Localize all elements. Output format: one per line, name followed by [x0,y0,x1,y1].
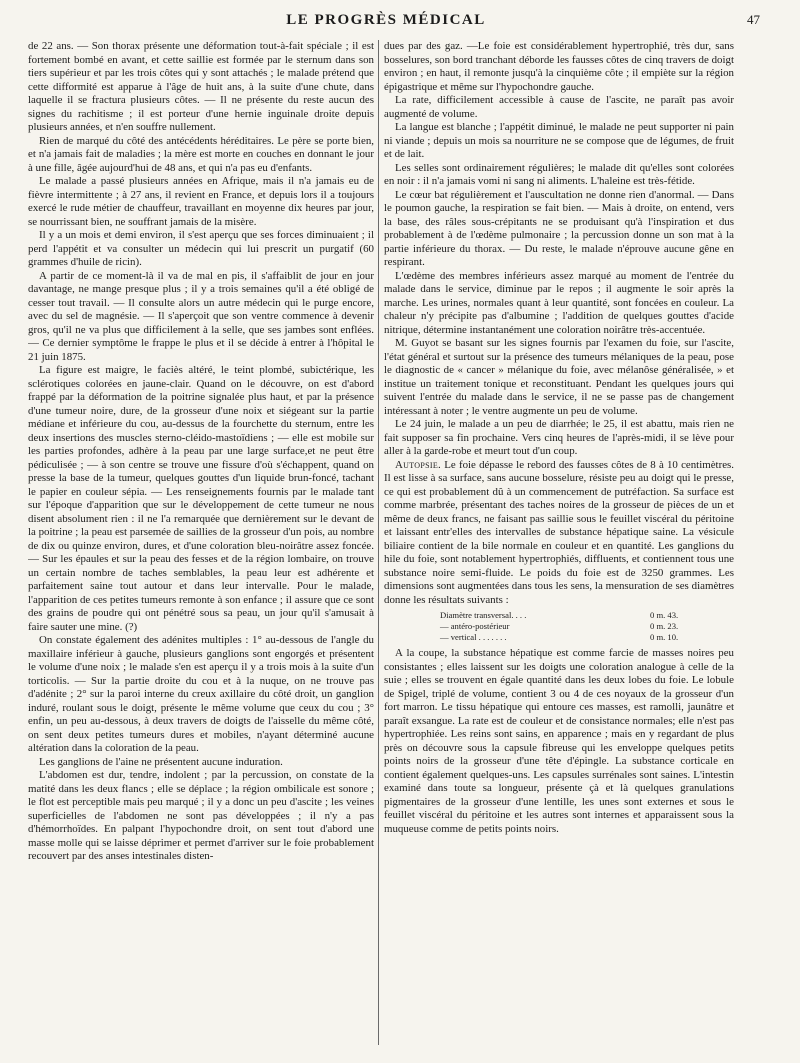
dimension-value: 0 m. 43. [650,610,679,620]
dimension-label: — antéro-postérieur [440,621,510,631]
autopsy-heading: Autopsie. [395,458,442,471]
autopsy-paragraph [384,459,734,608]
paragraph: Les selles sont ordinairement régulières; le malade dit qu'elles sont colorées en noir : il n'a jamais vomi ni sang ni aliments. L'haleine est très-fétide. [384,161,734,187]
paragraph: L'abdomen est dur, tendre, indolent ; par la percussion, on constate de la matité dans les deux flancs ; elle se déplace ; la région ombilicale est sonore ; le flot est perceptible mais peu marqué ; il y a donc un peu d'ascite ; les veines superficielles de l'abdomen ne sont pas développées ; il n'y a pas d'hémorrhoïdes. En palpant l'hypochondre droit, on sent tout d'abord une masse molle qui se laisse déprimer et permet d'arriver sur le foie probablement recouvert par des anses intestinales disten- [28,769,374,862]
paragraph: L'œdème des membres inférieurs assez marqué au moment de l'entrée du malade dans le service, diminue par le repos ; il augmente le soir après la marche. Les urines, normales quant à leur quantité, sont foncées en couleur. La chaleur n'y précipite pas d'albumine ; l'addition de quelques gouttes d'acide nitrique, détermine instantanément une coloration noirâtre très-accentuée. [384,269,734,336]
column-divider [378,40,379,1045]
paragraph: On constate également des adénites multiples : 1° au-dessous de l'angle du maxillaire inférieur à gauche, plusieurs ganglions sont engorgés et présentent le volume d'une noix ; le malade s'en est aperçu il y a trois mois à la suite d'un torticolis. — Sur la partie droite du cou et à la nuque, on ne trouve pas d'adénite ; 2° sur la paroi interne du creux axillaire du côté droit, un ganglion induré, roulant sous le doigt, présente le même volume que ceux du cou ; 3° enfin, un peu au-dessous, à deux travers de doigts de l'aisselle du même côté, on sent deux petites tumeurs dures et mobiles, n'ayant déterminé aucune altération dans la coloration de la peau. [28,634,374,754]
liver-dimensions-table [384,610,734,643]
paragraph: A la coupe, la substance hépatique est comme farcie de masses noires peu consistantes ; elles laissent sur les doigts une coloration analogue à celle de la suie ; elles se trouvent en égale quantité dans les deux lobes du foie. Le lobule de Spigel, triplé de volume, contient 3 ou 4 de ces noyaux de la grosseur d'un fort marron. Le tissu hépatique qui entoure ces masses, est ramolli, jaunâtre et paraît exsangue. La rate est de couleur et de consistance normales; elle n'est pas hypertrophiée. Les reins sont sains, en apparence ; mais en y regardant de plus près on découvre sous la capsule fibreuse qui les enveloppe quelques petits points noirs de la grosseur d'une tête d'épingle. La substance corticale en contient également quelques-uns. Les capsules surrénales sont saines. L'intestin examiné dans toute sa longueur, présente çà et là quelques granulations pigmentaires de la grosseur d'une lentille, les unes sont externes et sous le feuillet viscéral du péritoine et les autres sont internes et apparaissent sous la muqueuse comme de petits points noirs. [384,647,734,835]
paragraph: de 22 ans. — Son thorax présente une déformation tout-à-fait spéciale ; il est fortement bombé en avant, et cette saillie est formée par le sternum dans son tiers supérieur et par les trois côtes qui y sont attachés ; le malade prétend que cette difformité est apparue à l'âge de huit ans, à la suite d'une chute, dans laquelle il se fractura plusieurs côtes. — Il ne présente du reste aucun des signes du rachitisme ; il est porteur d'une hernie inguinale droite depuis plusieurs années, et n'en souffre nullement. [28,40,374,133]
paragraph: La langue est blanche ; l'appétit diminué, le malade ne peut supporter ni pain ni viande ; depuis un mois sa nourriture ne se compose que de légumes, de fruit et de lait. [384,121,734,160]
dimension-value: 0 m. 10. [650,632,679,642]
paragraph: Il y a un mois et demi environ, il s'est aperçu que ses forces diminuaient ; il perd l'appétit et va consulter un médecin qui lui prescrit un purgatif (60 grammes d'huile de ricin). [28,229,374,268]
paragraph: Le malade a passé plusieurs années en Afrique, mais il n'a jamais eu de fièvre intermittente ; à 27 ans, il revient en France, et depuis lors il a toujours exercé le rude métier de chauffeur, travaillant en moyenne dix heures par jour, se nourrissant bien, ne souffrant jamais de la misère. [28,175,374,228]
left-column [28,40,374,1050]
paragraph: Les ganglions de l'aine ne présentent aucune induration. [39,755,283,768]
paragraph: La figure est maigre, le faciès altéré, le teint plombé, subictérique, les sclérotiques colorées en jaune-clair. Quand on le découvre, on est d'abord frappé par la déformation de la poitrine signalée plus haut, et par la présence d'une tumeur noire, dure, de la grosseur d'une noix et siégeant sur la partie médiane et inférieure du cou, au-dessus de la fourchette du sternum, entre les deux insertions des muscles sterno-cléido-mastoïdiens ; — elle est mobile sur les parties profondes, adhère à la peau par une large surface,et ne peut être pédiculisée ; — à son centre se trouve une fissure d'où s'échappent, quand on presse la base de la tumeur, quelques gouttes d'un liquide brun-foncé, tachant le papier en couleur sépia. — Les renseignements fournis par le malade tant sur l'époque d'apparition que sur le développement de cette tumeur ne nous disent absolument rien : il ne l'a remarquée que dernièrement sur le devant de la poitrine ; la peau est parsemée de saillies de la grosseur d'un pois, au nombre de dix ou quinze environ, dures, et d'une coloration bleu-noirâtre assez foncée. — Sur les épaules et sur la peau des fesses et de la région lombaire, on trouve un certain nombre de taches semblables, la peau leur est adhérente et parfaitement saine tout autour et dans leur intervalle. Pour le malade, l'apparition de ces petites tumeurs remonte à son enfance ; il assure que ce sont des grains de poudre qui ont pénétré sous sa peau, un jour qu'il s'amusait à faire sauter une mine. (?) [28,364,374,633]
dimension-row [384,632,734,643]
dimension-value: 0 m. 23. [650,621,679,631]
paragraph: dues par des gaz. —Le foie est considérablement hypertrophié, très dur, sans bosselures, son bord tranchant déborde les fausses côtes de cinq travers de doigt environ ; en haut, il remonte jusqu'à la cinquième côte ; il empiète sur la région épigastrique et même sur l'hypochondre gauche. [384,40,734,93]
paragraph: A partir de ce moment-là il va de mal en pis, il s'affaiblit de jour en jour davantage, ne mange presque plus ; il y a trois semaines qu'il a été obligé de cesser tout travail. — Il consulte alors un autre médecin qui le purge encore, avec du sel de magnésie. — Il s'aperçoit que son ventre commence à devenir gros, qu'il ne va plus que difficilement à la selle, que ses jambes sont enflées. — Ce dernier symptôme le frappe le plus et il se décide à entrer à l'hôpital le 21 juin 1875. [28,269,374,363]
paragraph: La rate, difficilement accessible à cause de l'ascite, ne paraît pas avoir augmenté de volume. [384,94,734,120]
right-column [384,40,734,1050]
paragraph: Le 24 juin, le malade a un peu de diarrhée; le 25, il est abattu, mais rien ne fait supposer sa fin prochaine. Vers cinq heures de l'après-midi, il se lève pour aller à la garde-robe et meurt tout d'un coup. [384,418,734,457]
dimension-row [384,621,734,632]
paragraph: Rien de marqué du côté des antécédents héréditaires. Le père se porte bien, et n'a jamais fait de maladies ; la mère est morte en couches en donnant le jour à une fille, âgée aujourd'hui de 48 ans, et qui n'a pas eu d'enfants. [28,134,374,174]
dimension-label: Diamètre transversal. . . . [440,610,527,620]
paragraph: Le cœur bat régulièrement et l'auscultation ne donne rien d'anormal. — Dans le poumon gauche, la respiration se fait bien. — Mais à droite, on entend, vers la base, des râles sous-crépitants ne se produisant qu'à l'inspiration et dus probablement à de l'œdème pulmonaire ; la percussion donne un son mat à la partie inférieure du thorax. — Du reste, le malade n'éprouve aucune gêne en respirant. [384,188,734,268]
paragraph: M. Guyot se basant sur les signes fournis par l'examen du foie, sur l'ascite, l'état général et surtout sur la présence des tumeurs mélaniques de la peau, pose le diagnostic de « cancer » mélanique du foie, avec mélanôse généralisée, » et institue un traitement tonique et reconstituant. Pendant les quelques jours qui suivent l'entrée du malade dans le service, il ne se passe pas de changement intéressant à noter ; le ventre augmente un peu de volume. [384,337,734,417]
journal-title: LE PROGRÈS MÉDICAL [286,12,486,28]
autopsy-text: Le foie dépasse le rebord des fausses côtes de 8 à 10 centimètres. Il est lisse à sa surface, sans aucune bosselure, résiste peu au doigt qui le presse, ce qui est probablement dû à un commencement de putréfaction. Sa surface est comme marbrée, présentant des taches noires de la grosseur de pièces de un et même de deux francs, ne faisant pas saillie sous le feuillet viscéral du péritoine et laissant entr'elles des intervalles de substance hépatique saine. La vésicule biliaire contient de la bile normale en couleur et en quantité. Les ganglions du hile du foie, sont notablement hypertrophiés, diffluents, et contiennent tous une substance noire semi-fluide. Le poids du foie est de 3250 grammes. Les dimensions sont augmentées dans tous les sens, la mensuration de ses diamètres donne les résultats suivants : [384,458,734,606]
dimension-label: — vertical . . . . . . . [440,632,507,642]
dimension-row [384,610,734,621]
page-header [26,12,760,32]
page-number: 47 [747,12,760,27]
